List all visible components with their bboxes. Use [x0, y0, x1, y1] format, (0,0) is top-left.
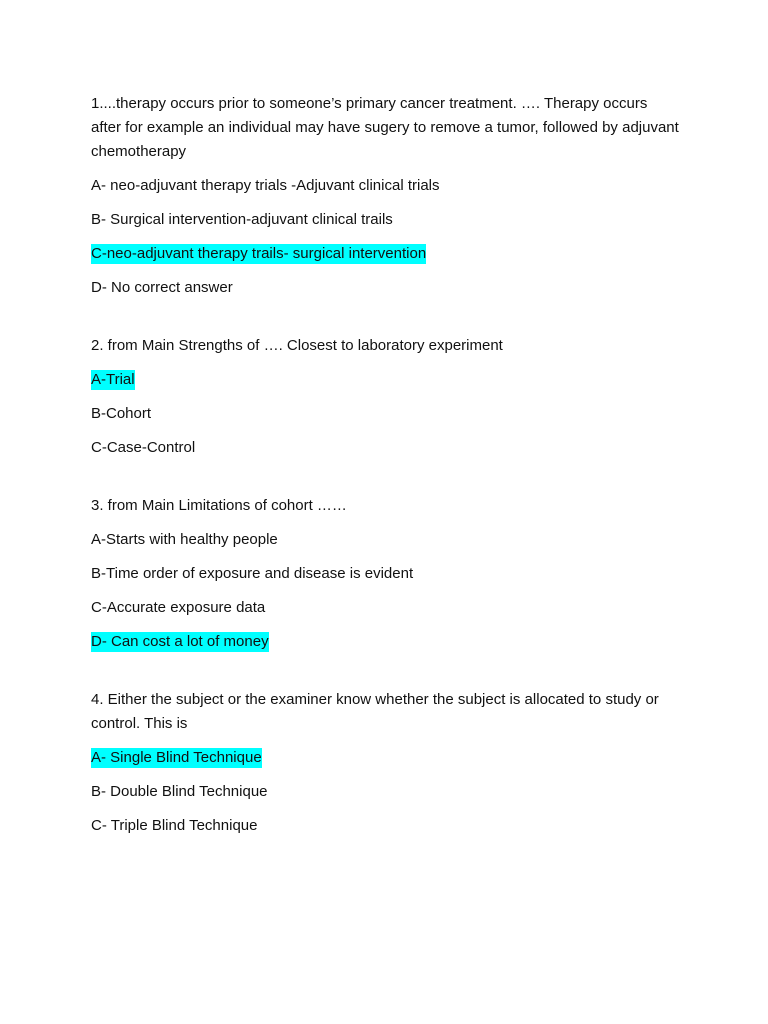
option-text: B- Double Blind Technique — [91, 783, 268, 800]
answer-option-b — [91, 780, 681, 804]
answer-option-a — [91, 174, 681, 198]
answer-option-a-highlighted — [91, 368, 681, 392]
option-text: A-Trial — [91, 371, 135, 388]
answer-option-c — [91, 596, 681, 620]
answer-option-c — [91, 814, 681, 838]
option-text: D- Can cost a lot of money — [91, 633, 269, 650]
answer-option-a-highlighted — [91, 746, 681, 770]
option-text: D- No correct answer — [91, 279, 233, 296]
option-text: A- Single Blind Technique — [91, 749, 262, 766]
answer-option-b — [91, 208, 681, 232]
question-text: 1....therapy occurs prior to someone’s primary cancer treatment. …. Therapy occurs after for example an individual may have sugery to remove a tumor, followed by adjuvant chemotherapy — [91, 95, 679, 160]
option-text: C-Accurate exposure data — [91, 599, 266, 616]
option-text: C-Case-Control — [91, 439, 196, 456]
question-3 — [91, 494, 681, 654]
answer-option-d-highlighted — [91, 630, 681, 654]
option-text: A-Starts with healthy people — [91, 531, 278, 548]
option-text: B-Cohort — [91, 405, 152, 422]
document-body — [91, 92, 681, 838]
answer-option-c — [91, 436, 681, 460]
question-2 — [91, 334, 681, 460]
option-text: C- Triple Blind Technique — [91, 817, 258, 834]
question-text: 4. Either the subject or the examiner know whether the subject is allocated to study or control. This is — [91, 691, 659, 732]
option-text: C-neo-adjuvant therapy trails- surgical intervention — [91, 245, 427, 262]
question-text: 3. from Main Limitations of cohort …… — [91, 497, 347, 514]
answer-option-a — [91, 528, 681, 552]
option-text: A- neo-adjuvant therapy trials -Adjuvant clinical trials — [91, 177, 440, 194]
question-1 — [91, 92, 681, 300]
option-text: B- Surgical intervention-adjuvant clinical trails — [91, 211, 393, 228]
answer-option-c-highlighted — [91, 242, 681, 266]
question-4 — [91, 688, 681, 838]
answer-option-d — [91, 276, 681, 300]
question-text: 2. from Main Strengths of …. Closest to laboratory experiment — [91, 337, 503, 354]
answer-option-b — [91, 402, 681, 426]
answer-option-b — [91, 562, 681, 586]
option-text: B-Time order of exposure and disease is evident — [91, 565, 414, 582]
